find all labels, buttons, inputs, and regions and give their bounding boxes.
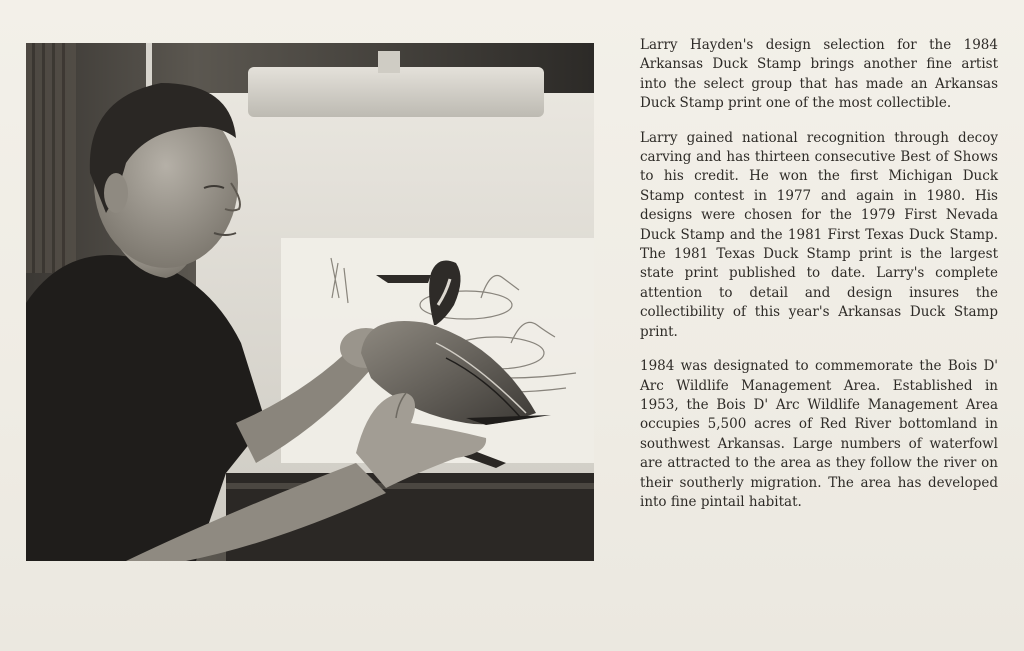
paragraph-biography: Larry gained national recognition through decoy carving and has thirteen consecutive Best of Shows to his credit. He won the first Michigan Duck Stamp contest in 1977 and again in 1980. His designs were chosen for the 1979 First Nevada Duck Stamp and the 1981 First Texas Duck Stamp. The 1981 Texas Duck Stamp print is the largest state print published to date. Larry's complete attention to detail and design insures the collectibility of this year's Arkansas Duck Stamp print. [640, 129, 998, 340]
paragraph-intro: Larry Hayden's design selection for the 1984 Arkansas Duck Stamp brings another fine artist into the select group that has made an Arkansas Duck Stamp print one of the most collectible. [640, 37, 998, 112]
artist-photograph [26, 43, 594, 561]
curtain [26, 43, 76, 273]
paragraph-wildlife-area: 1984 was designated to commemorate the Bois D' Arc Wildlife Management Area. Established in 1953, the Bois D' Arc Wildlife Management Area occupies 5,500 acres of Red River bottomland in southwest Arkansas. Large numbers of waterfowl are attracted to the area as they follow the river on their southerly migration. The area has developed into fine pintail habitat. [640, 358, 998, 510]
article-text [640, 36, 998, 527]
